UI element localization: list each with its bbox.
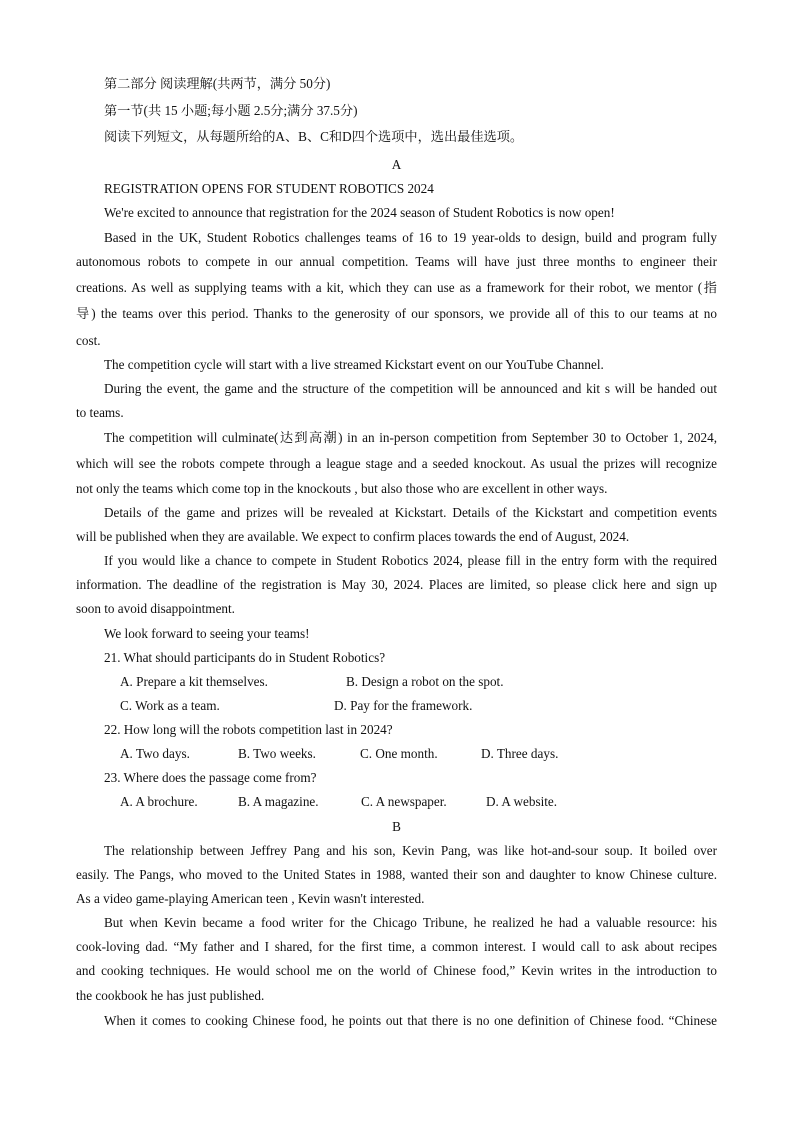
text-line: The competition will culminate(达到高潮) in an in-person competition from September 30 to October 1, 2024, (104, 430, 717, 445)
text-line: We look forward to seeing your teams! (104, 626, 310, 641)
answer-option: A. Two days. (120, 746, 190, 761)
text-line: The competition cycle will start with a live streamed Kickstart event on our YouTube Channel. (104, 357, 604, 372)
text-line: cook-loving dad. “My father and I shared, for the first time, a common interest. I would call to ask about recipes (76, 939, 717, 954)
text-line: Based in the UK, Student Robotics challenges teams of 16 to 19 year-olds to design, build and program fully (104, 230, 717, 245)
text-line: Details of the game and prizes will be revealed at Kickstart. Details of the Kickstart and competition events (104, 505, 717, 520)
text-line: not only the teams which come top in the knockouts , but also those who are excellent in other ways. (76, 481, 608, 496)
text-line: 第一节(共 15 小题;每小题 2.5分;满分 37.5分) (104, 103, 358, 118)
answer-option: D. A website. (486, 794, 558, 809)
text-line: creations. As well as supplying teams with a kit, which they can use as a framework for their robot, we mentor (指 (76, 280, 717, 295)
text-line: The relationship between Jeffrey Pang and his son, Kevin Pang, was like hot-and-sour soup. It boiled over (104, 843, 717, 858)
text-line: 23. Where does the passage come from? (104, 770, 317, 785)
answer-option: A. A brochure. (120, 794, 198, 809)
text-line: information. The deadline of the registration is May 30, 2024. Places are limited, so please click here and sign up (76, 577, 717, 592)
answer-option: B. Design a robot on the spot. (346, 674, 504, 689)
text-line: soon to avoid disappointment. (76, 601, 235, 616)
answer-option: C. A newspaper. (361, 794, 447, 809)
text-line: During the event, the game and the structure of the competition will be announced and kit s will be handed out (104, 381, 717, 396)
text-line: and cooking techniques. He would school me on the world of Chinese food,” Kevin writes in the introduction to (76, 963, 717, 978)
text-line: 21. What should participants do in Student Robotics? (104, 650, 386, 665)
text-line: We're excited to announce that registration for the 2024 season of Student Robotics is now open! (104, 205, 615, 220)
answer-option: B. A magazine. (238, 794, 319, 809)
text-line: cost. (76, 333, 101, 348)
text-line: to teams. (76, 405, 124, 420)
text-line: If you would like a chance to compete in Student Robotics 2024, please fill in the entry form with the required (104, 553, 717, 568)
answer-option: A. Prepare a kit themselves. (120, 674, 268, 689)
text-line: 阅读下列短文，从每题所给的A、B、C和D四个选项中，选出最佳选项。 (104, 129, 524, 144)
text-line: But when Kevin became a food writer for the Chicago Tribune, he realized he had a valuable resource: his (104, 915, 717, 930)
text-line: 第二部分 阅读理解(共两节，满分 50分) (104, 76, 331, 91)
passage-label: B (392, 819, 401, 834)
text-line: the cookbook he has just published. (76, 988, 265, 1003)
text-line: which will see the robots compete through a league stage and a seeded knockout. As usual the prizes will recognize (76, 456, 717, 471)
answer-option: B. Two weeks. (238, 746, 316, 761)
answer-option: C. One month. (360, 746, 438, 761)
text-line: 22. How long will the robots competition last in 2024? (104, 722, 393, 737)
text-line: will be published when they are available. We expect to confirm places towards the end of August, 2024. (76, 529, 630, 544)
text-line: REGISTRATION OPENS FOR STUDENT ROBOTICS 2024 (104, 181, 434, 196)
text-line: 导) the teams over this period. Thanks to the generosity of our sponsors, we provide all of this to our teams at no (76, 306, 717, 321)
answer-option: D. Three days. (481, 746, 559, 761)
passage-label: A (391, 157, 402, 172)
text-line: autonomous robots to compete in our annual competition. Teams will have just three months to engineer their (76, 254, 717, 269)
text-line: easily. The Pangs, who moved to the United States in 1988, wanted their son and daughter to know Chinese culture. (76, 867, 717, 882)
answer-option: D. Pay for the framework. (334, 698, 473, 713)
answer-option: C. Work as a team. (120, 698, 220, 713)
text-line: As a video game-playing American teen , Kevin wasn't interested. (76, 891, 425, 906)
text-line: When it comes to cooking Chinese food, he points out that there is no one definition of Chinese food. “Chinese (104, 1013, 717, 1028)
